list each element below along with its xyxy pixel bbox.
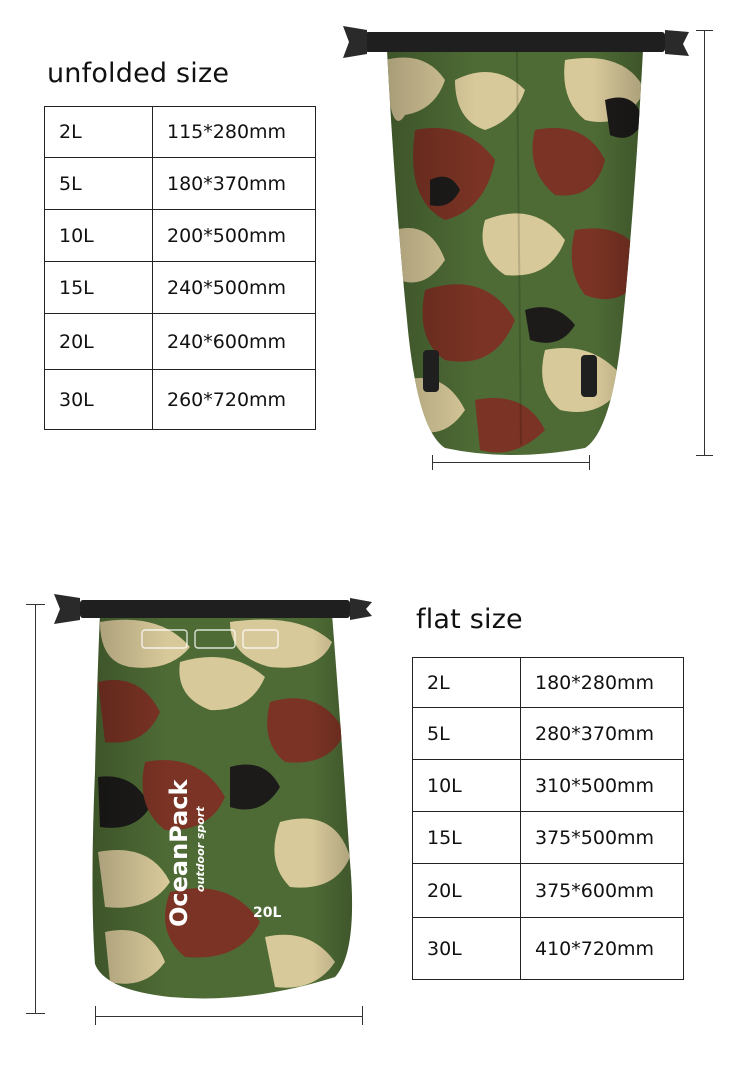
table-row <box>413 658 684 708</box>
dimension-cell: 240*500mm <box>153 262 316 314</box>
dimension-cell: 200*500mm <box>153 210 316 262</box>
flat-width-cap-left <box>95 1006 96 1025</box>
capacity-cell: 30L <box>413 918 521 980</box>
flat-size-table <box>412 657 684 980</box>
capacity-cell: 5L <box>45 158 153 210</box>
unfolded-height-cap-top <box>696 30 713 31</box>
table-row <box>45 370 316 430</box>
dimension-cell: 410*720mm <box>521 918 684 980</box>
capacity-cell: 20L <box>413 864 521 918</box>
dimension-cell: 375*600mm <box>521 864 684 918</box>
table-row <box>413 812 684 864</box>
capacity-cell: 2L <box>45 107 153 158</box>
table-row <box>413 864 684 918</box>
table-row <box>45 262 316 314</box>
dimension-cell: 310*500mm <box>521 760 684 812</box>
flat-height-cap-bottom <box>26 1013 45 1014</box>
flat-width-cap-right <box>362 1006 363 1025</box>
dimension-cell: 280*370mm <box>521 708 684 760</box>
bag-tagline-text: outdoor sport <box>194 806 207 892</box>
capacity-cell: 30L <box>45 370 153 430</box>
unfolded-height-cap-bottom <box>696 455 713 456</box>
capacity-cell: 2L <box>413 658 521 708</box>
flat-width-line <box>95 1016 363 1017</box>
flat-bag-image <box>50 592 375 1007</box>
dimension-cell: 375*500mm <box>521 812 684 864</box>
unfolded-width-cap-right <box>589 455 590 470</box>
capacity-cell: 10L <box>413 760 521 812</box>
table-row <box>45 314 316 370</box>
dimension-cell: 260*720mm <box>153 370 316 430</box>
capacity-cell: 15L <box>413 812 521 864</box>
dimension-cell: 115*280mm <box>153 107 316 158</box>
dimension-cell: 180*280mm <box>521 658 684 708</box>
flat-size-title: flat size <box>416 604 523 635</box>
unfolded-height-line <box>704 30 705 455</box>
dimension-cell: 180*370mm <box>153 158 316 210</box>
capacity-cell: 20L <box>45 314 153 370</box>
capacity-cell: 15L <box>45 262 153 314</box>
table-row <box>413 760 684 812</box>
bag-capacity-mark: 20L <box>253 905 282 921</box>
capacity-cell: 10L <box>45 210 153 262</box>
unfolded-size-title: unfolded size <box>47 58 230 89</box>
capacity-cell: 5L <box>413 708 521 760</box>
table-row <box>45 107 316 158</box>
unfolded-size-table <box>44 106 316 430</box>
table-row <box>45 158 316 210</box>
flat-height-line <box>35 604 36 1014</box>
table-row <box>45 210 316 262</box>
bag-brand-text: OceanPack <box>165 779 193 927</box>
unfolded-width-cap-left <box>432 455 433 470</box>
flat-height-cap-top <box>26 604 45 605</box>
unfolded-bag-image <box>335 20 695 465</box>
table-row <box>413 708 684 760</box>
table-row <box>413 918 684 980</box>
unfolded-width-line <box>432 462 590 463</box>
dimension-cell: 240*600mm <box>153 314 316 370</box>
